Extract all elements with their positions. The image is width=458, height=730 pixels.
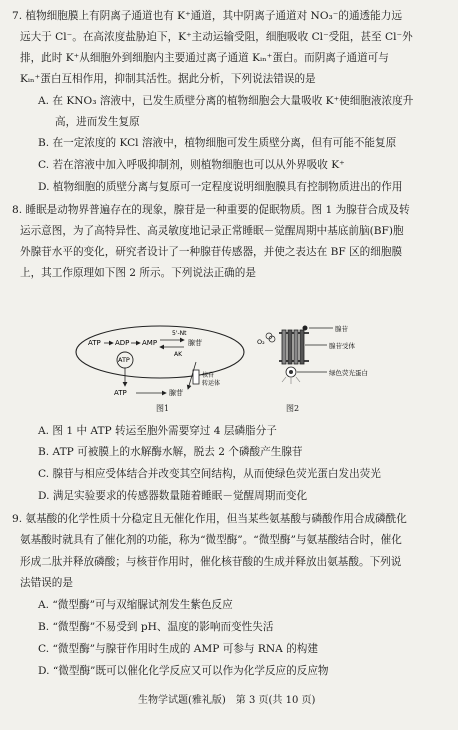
q7-line-3: 排，此时 K⁺从细胞外到细胞内主要通过离子通道 Kᵢₙ⁺蛋白。而阴离子通道可与: [20, 52, 389, 64]
figure-2-caption: 图2: [286, 404, 300, 413]
fig2-gfp-label: 绿色荧光蛋白: [329, 369, 368, 377]
q7-line-2: 远大于 Cl⁻。在高浓度盐胁迫下，K⁺主动运输受阻，细胞吸收 Cl⁻受阻，甚至 Cl⁻外: [20, 31, 413, 43]
cell-membrane-outline: [76, 326, 244, 378]
q9-option-b: B. “微型酶”不易受到 pH、温度的影响而变性失活: [38, 621, 274, 633]
q9-line-4: 法错误的是: [20, 577, 73, 589]
q9-option-c: C. “微型酶”与腺苷作用时生成的 AMP 可参与 RNA 的构建: [38, 643, 318, 655]
q8-option-a: A. 图 1 中 ATP 转运至胞外需要穿过 4 层磷脂分子: [38, 425, 277, 437]
fig2-receptor-label: 腺苷受体: [329, 342, 355, 350]
fig1-adenosine-label: 腺苷: [188, 339, 202, 347]
fig1-amp-label: AMP: [142, 339, 158, 347]
q7-option-c: C. 若在溶液中加入呼吸抑制剂，则植物细胞也可以从外界吸收 K⁺: [38, 159, 345, 171]
q8-line-2: 运示意图，为了高特异性、高灵敏度地记录正常睡眠－觉醒周期中基底前脑(BF)胞: [20, 225, 404, 237]
figure-1-adenosine-synthesis-diagram: [70, 318, 248, 404]
fig1-atp-inner-label: ATP: [118, 356, 130, 364]
q7-line-4: Kᵢₙ⁺蛋白互相作用，抑制其活性。据此分析，下列说法错误的是: [20, 73, 316, 85]
fig1-transporter-label-1: 核苷: [202, 372, 215, 379]
fig1-adp-label: ADP: [115, 339, 130, 347]
q9-line-2: 氨基酸时就具有了催化剂的功能，称为“微型酶”。“微型酶”与氨基酸结合时，催化: [20, 534, 402, 546]
q7-option-a-line-2: 高，进而发生复原: [55, 116, 140, 128]
figure-1-caption: 图1: [156, 404, 170, 413]
page-footer: 生物学试题(雅礼版) 第 3 页(共 10 页): [138, 695, 316, 706]
q9-line-3: 形成二肽并释放磷酸；与核苷作用时，催化核苷酸的生成并释放出氨基酸。下列说: [20, 556, 402, 568]
fig2-adenosine-label: 腺苷: [335, 325, 348, 333]
fig2-o2-label: O₂: [257, 338, 265, 346]
q8-line-4: 上，其工作原理如下图 2 所示。下列说法正确的是: [20, 267, 256, 279]
q8-line-1: 8. 睡眠是动物界普遍存在的现象，腺苷是一种重要的促眠物质。图 1 为腺苷合成及转: [12, 204, 410, 216]
fig1-ak-label: AK: [174, 351, 183, 358]
q9-option-a: A. “微型酶”可与双缩脲试剂发生紫色反应: [38, 599, 233, 611]
q7-option-b: B. 在一定浓度的 KCl 溶液中，植物细胞可发生质壁分离，但有可能不能复原: [38, 137, 397, 149]
fig1-5nt-label: 5'-Nt: [172, 330, 187, 337]
fig1-transporter-label-2: 转运体: [202, 380, 221, 387]
q8-option-d: D. 满足实验要求的传感器数量随着睡眠－觉醒周期而变化: [38, 490, 308, 502]
q7-option-a-line-1: A. 在 KNO₃ 溶液中，已发生质壁分离的植物细胞会大量吸收 K⁺使细胞液浓度升: [38, 95, 414, 107]
fig1-transporter-shape: [193, 370, 199, 384]
fig1-atp-outside-label: ATP: [114, 389, 127, 397]
q7-option-d: D. 植物细胞的质壁分离与复原可一定程度说明细胞膜具有控制物质进出的作用: [38, 181, 403, 193]
fig1-atp-label: ATP: [88, 339, 101, 347]
figure-2-adenosine-sensor-diagram: [255, 320, 405, 402]
q8-option-b: B. ATP 可被膜上的水解酶水解，脱去 2 个磷酸产生腺苷: [38, 446, 303, 458]
q9-line-1: 9. 氨基酸的化学性质十分稳定且无催化作用，但当某些氨基酸与磷酸作用合成磷酰化: [12, 513, 407, 525]
q8-line-3: 外腺苷水平的变化，研究者设计了一种腺苷传感器，并使之表达在 BF 区的细胞膜: [20, 246, 403, 258]
q8-option-c: C. 腺苷与相应受体结合并改变其空间结构，从而使绿色荧光蛋白发出荧光: [38, 468, 381, 480]
q9-option-d: D. “微型酶”既可以催化化学反应又可以作为化学反应的反应物: [38, 665, 329, 677]
q7-line-1: 7. 植物细胞膜上有阴离子通道也有 K⁺通道，其中阴离子通道对 NO₃⁻的通透能力远: [12, 10, 402, 22]
fig1-adenosine-outside-label: 腺苷: [169, 389, 183, 397]
